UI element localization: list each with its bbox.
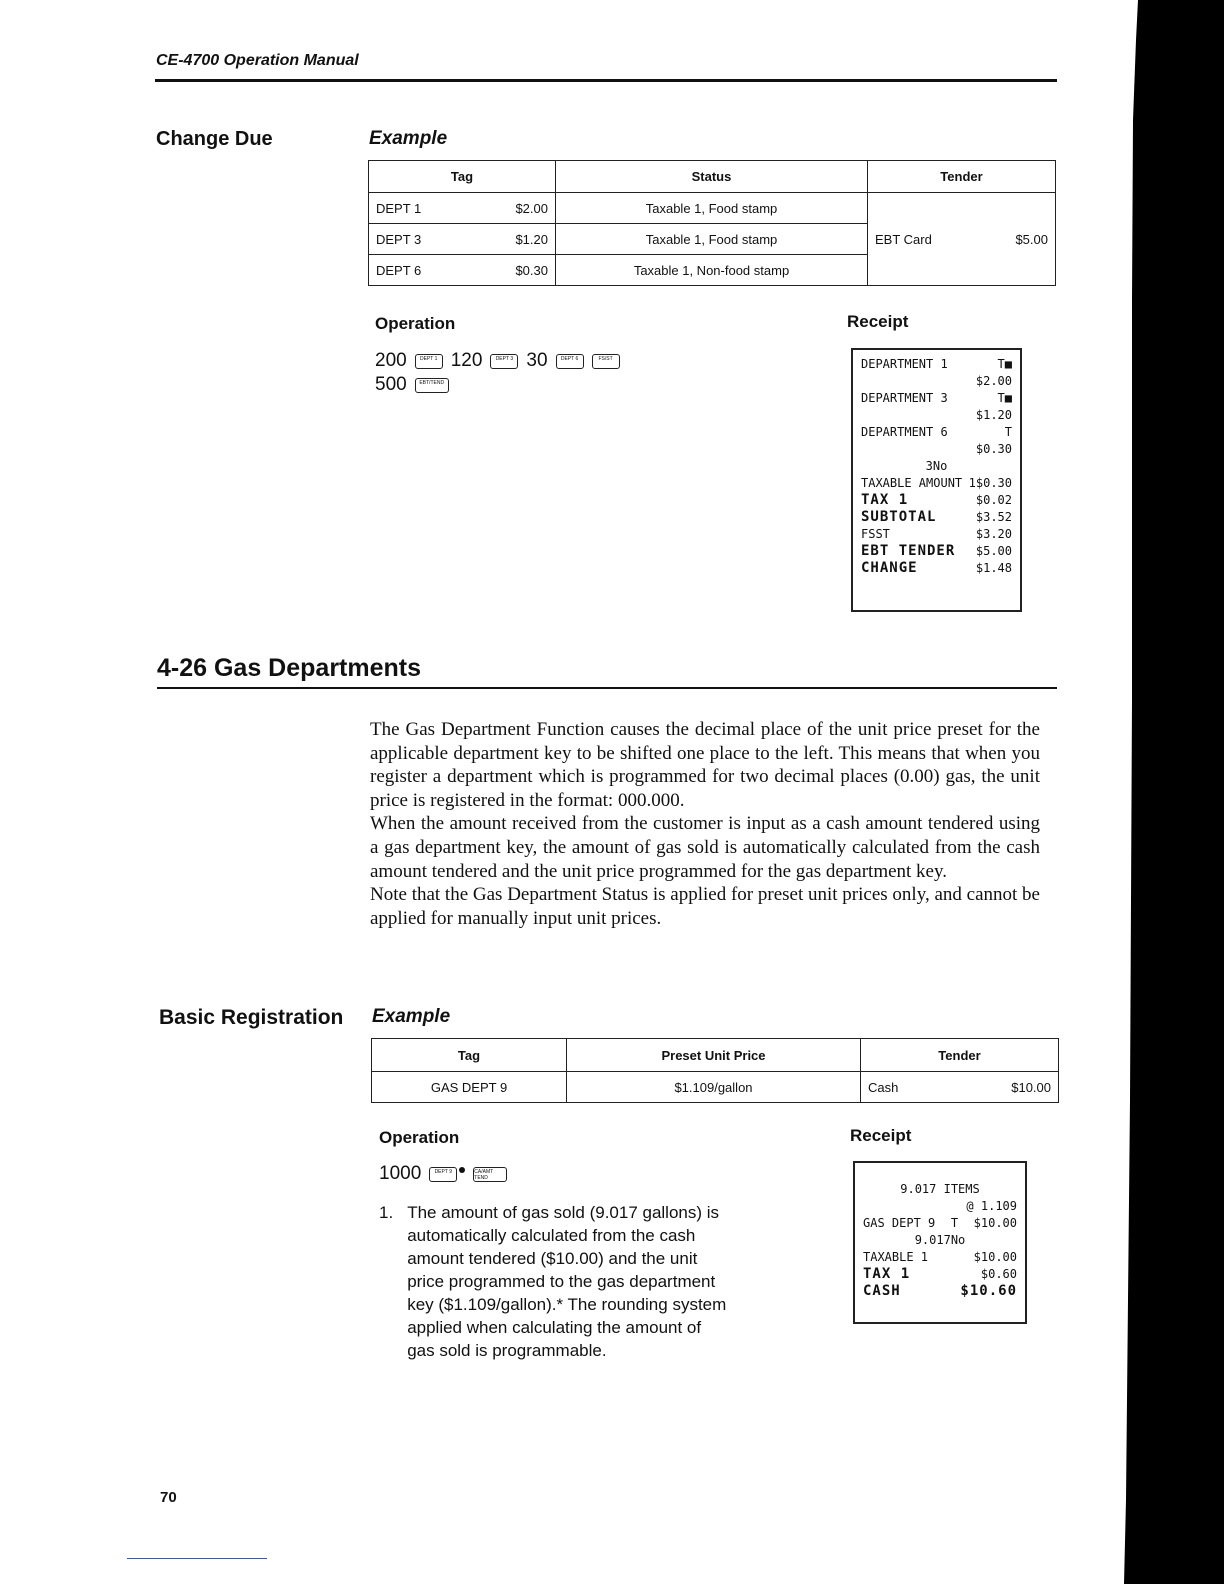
- receipt-dept-name: GAS DEPT 9: [863, 1216, 936, 1230]
- preset-unit-price: $1.109/gallon: [567, 1072, 861, 1103]
- dept-tag: DEPT 3: [376, 231, 422, 247]
- receipt-amount: $2.00: [975, 374, 1012, 388]
- receipt-tax-flag: T: [950, 1216, 959, 1230]
- example-label: Example: [369, 128, 448, 149]
- paragraph: When the amount received from the customer is input as a cash amount tendered using a gas department key, the amount of gas sold is automatically calculated from the cash amount tendered and the unit price programmed for the gas department key.: [370, 813, 1040, 882]
- dept-status: Taxable 1, Food stamp: [556, 193, 868, 224]
- dept-amount: $0.30: [515, 262, 548, 278]
- tender-amount: $5.00: [1015, 231, 1048, 247]
- receipt-tax-value: $0.02: [975, 493, 1012, 507]
- table-header-tender: Tender: [861, 1039, 1059, 1072]
- operation-amount: 500: [375, 374, 407, 395]
- operation-amount: 120: [450, 350, 483, 371]
- receipt-ebt-value: $5.00: [975, 544, 1012, 558]
- receipt-subtotal-value: $3.52: [975, 510, 1012, 524]
- dept-9-key-icon: DEPT 9: [429, 1167, 457, 1182]
- operation-line-1: [375, 350, 620, 372]
- receipt-tax-flag: T: [1004, 425, 1012, 439]
- fsst-key-icon: FS/ST: [592, 354, 620, 369]
- receipt-label: Receipt: [850, 1126, 912, 1145]
- operation-label: Operation: [379, 1128, 460, 1147]
- table-header-tag: Tag: [369, 161, 556, 193]
- operation-note: [379, 1201, 729, 1362]
- receipt-dept-name: DEPARTMENT 1: [861, 357, 948, 371]
- table-header-tender: Tender: [868, 161, 1056, 193]
- manual-title: CE-4700 Operation Manual: [156, 52, 359, 69]
- receipt-items: 9.017 ITEMS: [900, 1182, 980, 1196]
- receipt-taxable-value: 1$0.30: [968, 476, 1012, 490]
- operation-line-2: [375, 374, 449, 396]
- note-number: 1.: [379, 1203, 394, 1222]
- receipt-tax-label: TAX 1: [863, 1266, 911, 1282]
- receipt-tax-value: $0.60: [980, 1267, 1017, 1281]
- dept-3-key-icon: DEPT 3: [490, 354, 518, 369]
- receipt-change-value: $1.48: [975, 561, 1012, 575]
- basic-registration-label: Basic Registration: [159, 1006, 344, 1029]
- section-title: 4-26 Gas Departments: [157, 654, 422, 682]
- gas-receipt: [853, 1161, 1027, 1324]
- header-divider: [155, 79, 1057, 82]
- note-text: The amount of gas sold (9.017 gallons) is automatically calculated from the cash amount tendered ($10.00) and the unit price programmed to the gas department key ($1.109/gallon).* The rounding system applied when calculating the amount of gas sold is programmable.: [407, 1203, 727, 1360]
- receipt-amount: $1.20: [975, 408, 1012, 422]
- operation-label: Operation: [375, 314, 456, 333]
- tender-name: EBT Card: [875, 231, 932, 247]
- gas-dept-dot-icon: [459, 1167, 465, 1173]
- table-header-preset-price: Preset Unit Price: [567, 1039, 861, 1072]
- dept-tag: DEPT 6: [376, 262, 422, 278]
- example-label: Example: [372, 1006, 451, 1027]
- dept-status: Taxable 1, Non-food stamp: [556, 255, 868, 286]
- dept-amount: $2.00: [515, 200, 548, 216]
- receipt-tax-label: TAX 1: [861, 492, 909, 508]
- page-number: 70: [160, 1489, 177, 1506]
- receipt-label: Receipt: [847, 312, 909, 331]
- paragraph: Note that the Gas Department Status is applied for preset unit prices only, and cannot be applied for manually input unit prices.: [370, 884, 1040, 929]
- receipt-item-count: 3No: [925, 459, 948, 473]
- operation-amount: 200: [375, 350, 407, 371]
- table-header-status: Status: [556, 161, 868, 193]
- section-divider: [157, 687, 1057, 689]
- receipt-subtotal-label: SUBTOTAL: [861, 509, 937, 525]
- table-header-tag: Tag: [372, 1039, 567, 1072]
- dept-tag: DEPT 1: [376, 200, 422, 216]
- receipt-fsst-value: $3.20: [975, 527, 1012, 541]
- receipt-tax-flag: T■: [997, 391, 1012, 405]
- gas-department-description: [370, 718, 1040, 930]
- receipt-tax-flag: T■: [997, 357, 1012, 371]
- receipt-quantity: 9.017No: [914, 1233, 966, 1247]
- cash-tend-key-icon: CA/AMT TEND: [473, 1167, 507, 1182]
- dept-status: Taxable 1, Food stamp: [556, 224, 868, 255]
- receipt-unit-price: @ 1.109: [966, 1199, 1017, 1213]
- receipt-change-label: CHANGE: [861, 560, 918, 576]
- gas-dept-tag: GAS DEPT 9: [372, 1072, 567, 1103]
- table-row: [372, 1072, 1059, 1103]
- gas-registration-table: [371, 1038, 1059, 1103]
- paragraph: The Gas Department Function causes the decimal place of the unit price preset for the applicable department key to be shifted one place to the left. This means that when you register a department which is programmed for two decimal places (0.00) gas, the unit price is registered in the format: 000.000.: [370, 719, 1040, 811]
- dept-1-key-icon: DEPT 1: [415, 354, 443, 369]
- operation-line: [379, 1163, 507, 1185]
- change-due-label: Change Due: [156, 128, 273, 150]
- receipt-dept-name: DEPARTMENT 3: [861, 391, 948, 405]
- receipt-fsst-label: FSST: [861, 527, 890, 541]
- receipt-dept-name: DEPARTMENT 6: [861, 425, 948, 439]
- operation-amount: 30: [526, 350, 548, 371]
- dept-amount: $1.20: [515, 231, 548, 247]
- receipt-taxable-value: $10.00: [973, 1250, 1017, 1264]
- operation-amount: 1000: [379, 1163, 422, 1184]
- receipt-taxable-label: TAXABLE AMOUNT: [861, 476, 963, 490]
- footer-link-line: [127, 1558, 267, 1559]
- receipt-amount: $10.00: [973, 1216, 1017, 1230]
- receipt-cash-value: $10.60: [960, 1283, 1017, 1299]
- change-due-receipt: [851, 348, 1022, 612]
- change-due-table: [368, 160, 1056, 286]
- receipt-taxable-label: TAXABLE 1: [863, 1250, 929, 1264]
- tender-name: Cash: [868, 1079, 899, 1095]
- receipt-amount: $0.30: [975, 442, 1012, 456]
- receipt-ebt-label: EBT TENDER: [861, 543, 956, 559]
- dept-6-key-icon: DEPT 6: [556, 354, 584, 369]
- scan-binding-edge: [1086, 0, 1224, 1584]
- table-row: [369, 193, 1056, 224]
- ebt-tend-key-icon: EBT/TEND: [415, 378, 449, 393]
- receipt-cash-label: CASH: [863, 1283, 901, 1299]
- tender-amount: $10.00: [1011, 1079, 1051, 1095]
